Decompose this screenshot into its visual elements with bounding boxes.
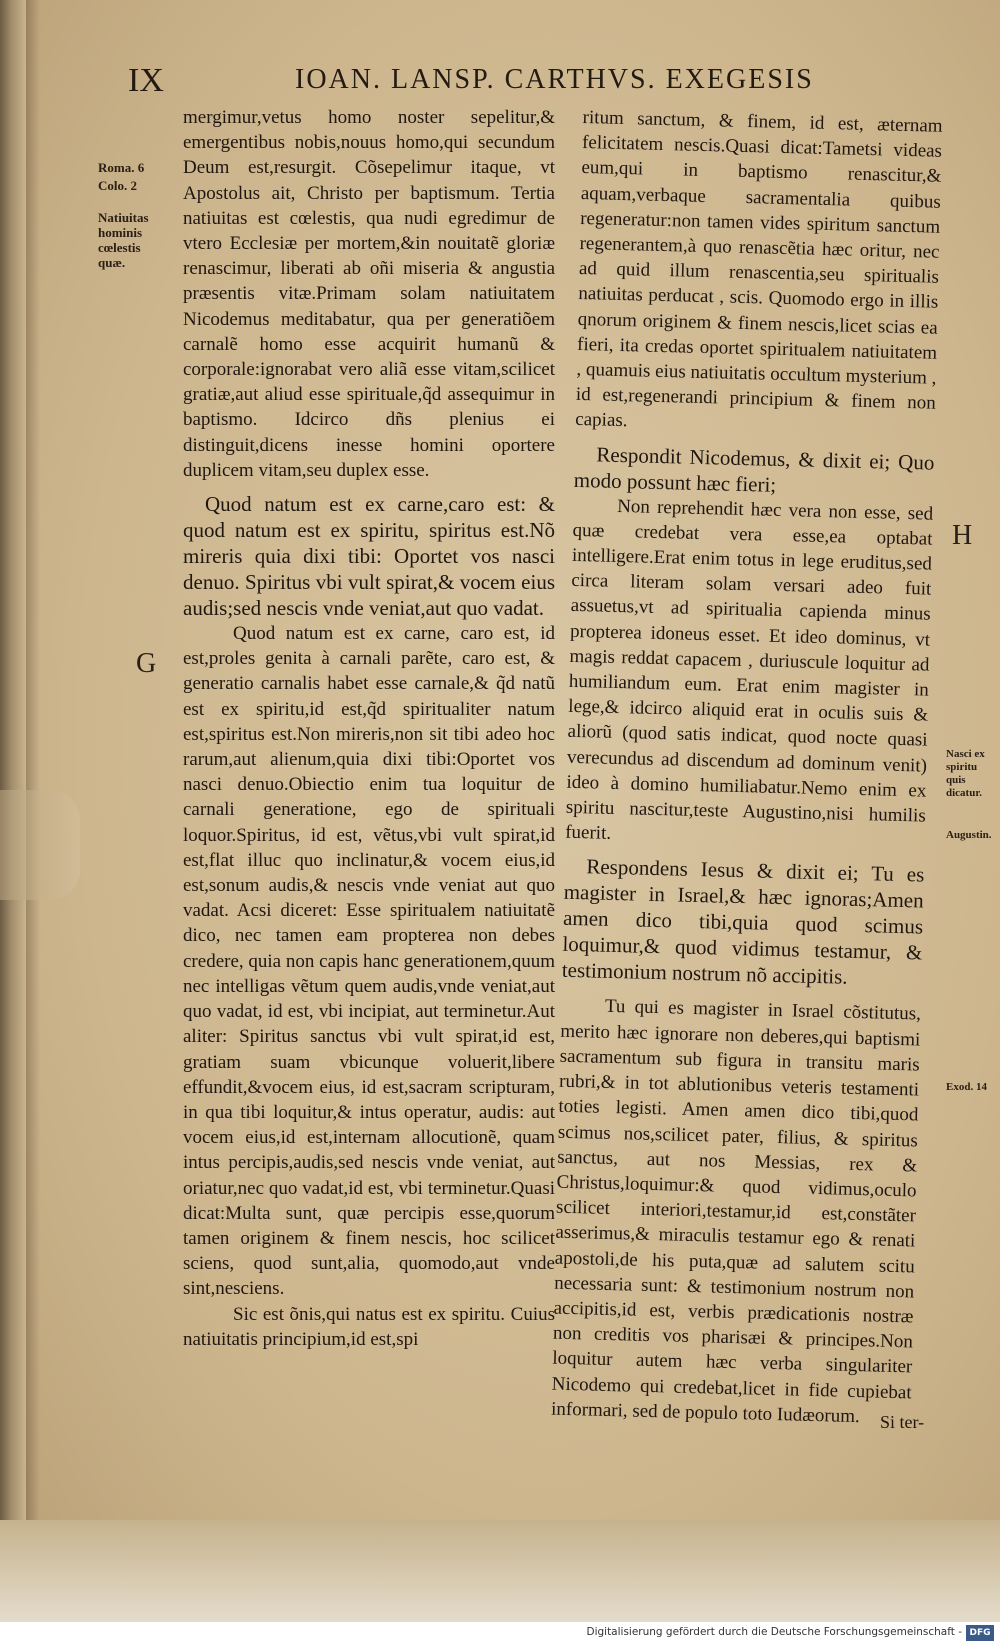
page-edge-tab — [0, 790, 80, 900]
dfg-logo: DFG — [966, 1625, 994, 1641]
book-spine — [0, 0, 26, 1520]
running-title: IOAN. LANSP. CARTHVS. EXEGESIS — [295, 64, 814, 95]
footer-bar — [0, 1622, 1000, 1646]
right-column — [551, 105, 943, 1430]
folio-number: IX — [128, 62, 164, 99]
margin-note-nasci: Nasci ex spiritu quis dicatur. — [946, 748, 985, 799]
right-paragraph-3: Tu qui es magister in Israel cõstitutus, merito hæc ignorare non deberes,qui baptismi sacramentum sub figura in transitu maris rubri,& in tot ablutionibus veteris testamenti toties legisti. Amen amen dico tibi,quod scimus nos,scilicet pater, filius, & spiritus sanctus, aut nos Messias, rex & Christus,loquimur:& quod vidimus,oculo scilicet interiori,testamur,id est,constãter asserimus,& miraculis testamur ego & renati apostoli,de his puta,quæ ad salutem scitu necessaria sunt: & testimonium nostrum non accipitis,id est, verbis prædicationis nostræ non creditis vos pharisæi & principes.Non loquitur autem hæc verba singulariter Nicodemo qui credebat,licet in fide cupiebat informari, sed de populo toto Iudæorum. — [550, 996, 922, 1427]
section-letter-h: H — [952, 520, 973, 551]
margin-ref-augustin: Augustin. — [946, 829, 992, 841]
right-paragraph-2: Non reprehendit hæc vera non esse, sed quæ credebat vera esse,ea optabat intelligere.Erat enim totus in lege eruditus,sed circa literam solam versari adeo fuit assuetus,vt ad spiritualia capienda minus propterea idoneus esset. Et ideo dominus, vt magis reddat capacem , duriuscule loquitur ad humiliandum eum. Erat enim magister in lege,& idcirco aliquid erat in oculis suis & aliorũ (quod satis indicat, quod nocte quasi verecundus ad discendum ad dominum venit) ideo à domino humiliabatur.Nemo enim ex spiritu nascitur,teste Augustino,nisi humilis fuerit. — [564, 495, 934, 845]
left-paragraph-2: Quod natum est ex carne, caro est, id est,proles genita à carnali parẽte, caro est, & generatio carnalis habet esse carnale,& q̃d natũ est ex spiritu,id est,q̃d spiritualiter natum est,spiritus est.Non mireris,non sit tibi adeo hoc rarum,aut alienum,quia dixi tibi:Oportet vos nasci denuo.Obiectio enim tua loquitur de carnali generatione, ego de spirituali loquor.Spiritus, id est, vẽtus,vbi vult spirat,id est,flat illuc quo inclinatur,& vocem eius,id est,sonum audis,& nescis vnde veniat aut quo vadat. Acsi diceret: Esse spiritualem natiuitatẽ dico, nec tamen eam propterea non debes credere, quia non capis hanc generationem,quum nec intelligas vẽtum quem audis,vnde veniat,aut quo vadat, id est, vbi incipiat, aut terminetur.Aut aliter: Spiritus sanctus vbi vult spirat,id est, gratiam suam vbicunque voluerit,libere effundit,&vocem eius, id est,sacram scripturam, in qua tibi loquitur,& intus operatur, audis: aut vocem eius,id est,internam allocutionẽ, quam intus percipis,audis,sed nescis vnde veniat, aut oriatur,nec quo vadat,id est, vbi terminetur.Quasi dicat:Multa sunt, quæ percipis esse,quorum tamen originem & finem nescis, hoc scilicet sciens, quod sunt,alia, quomodo,aut vnde sint,nesciens. — [183, 623, 555, 1300]
footer-credit: Digitalisierung gefördert durch die Deutsche Forschungsgemeinschaft - — [586, 1626, 962, 1638]
left-paragraph-3: Sic est õnis,qui natus est ex spiritu. Cuius natiuitatis principium,id est,spi — [183, 1303, 555, 1350]
right-lemma-1: Respondit Nicodemus, & dixit ei; Quo modo possunt hæc fieri; — [573, 442, 935, 497]
bottom-edge — [0, 1520, 1000, 1622]
margin-ref-col: Colo. 2 — [98, 178, 137, 193]
margin-ref-rom: Roma. 6 — [98, 160, 145, 175]
left-column — [183, 105, 555, 1352]
gutter-shadow — [26, 0, 40, 1520]
left-paragraph-1: mergimur,vetus homo noster sepelitur,& emergentibus nobis,nouus homo,qui secundum Deum est,resurgit. Cõsepelimur itaque, vt Apostolus ait, Christo per baptismum. Tertia natiuitas est cœlestis, qua nudi egredimur de vtero Ecclesiæ per mortem,&in nouitatẽ gloriæ renascimur, liberati ab oñi miseria & angustia præsentis vitæ.Primam solam natiuitatem Nicodemus meditabatur, qua per generatiõem carnalẽ homo esse acquirit humanũ & corporale:ignorabat vero aliã esse vitam,scilicet gratiæ,aut aliud esse spirituale,q̃d assequimur in baptismo. Idcirco dñs plenius ei distinguit,dicens inesse homini oportere duplicem vitam,seu duplex esse. — [183, 107, 555, 481]
right-paragraph-1: ritum sanctum, & finem, id est, æternam felicitatem nescis.Quasi dicat:Tametsi videas eum,qui in baptismo renascitur,& aquam,verbaque sacramentalia quibus regeneratur:non tamen vides spiritum sanctum regenerantem,à quo renascẽtia hæc oritur, nec ad quid illum renascentia,seu spiritualis natiuitas perducat , scis. Quomodo ergo in illis qnorum originem & finem nescis,licet scias ea fieri, ita credas oportet spiritualem natiuitatem , quamuis eius natiuitatis occultum mysterium , id est,regenerandi principium & finem non capias. — [575, 106, 943, 432]
right-lemma-2: Respondens Iesus & dixit ei; Tu es magister in Israel,& hæc ignoras;Amen amen dico tibi,quia quod scimus loquimur,& quod vidimus testamur, & testimonium nostrum nõ accipitis. — [561, 854, 925, 990]
left-lemma: Quod natum est ex carne,caro est: & quod natum est ex spiritu, spiritus est.Nõ mireris quia dixi tibi: Oportet vos nasci denuo. Spiritus vbi vult spirat,& vocem eius audis;sed nescis vnde veniat,aut quo vadat. — [183, 492, 555, 621]
catchword: Si ter- — [880, 1412, 925, 1432]
margin-ref-exod: Exod. 14 — [946, 1081, 987, 1093]
section-letter-g: G — [136, 648, 157, 679]
margin-note-natiuitas: Natiuitas hominis cœlestis quæ. — [98, 210, 149, 270]
